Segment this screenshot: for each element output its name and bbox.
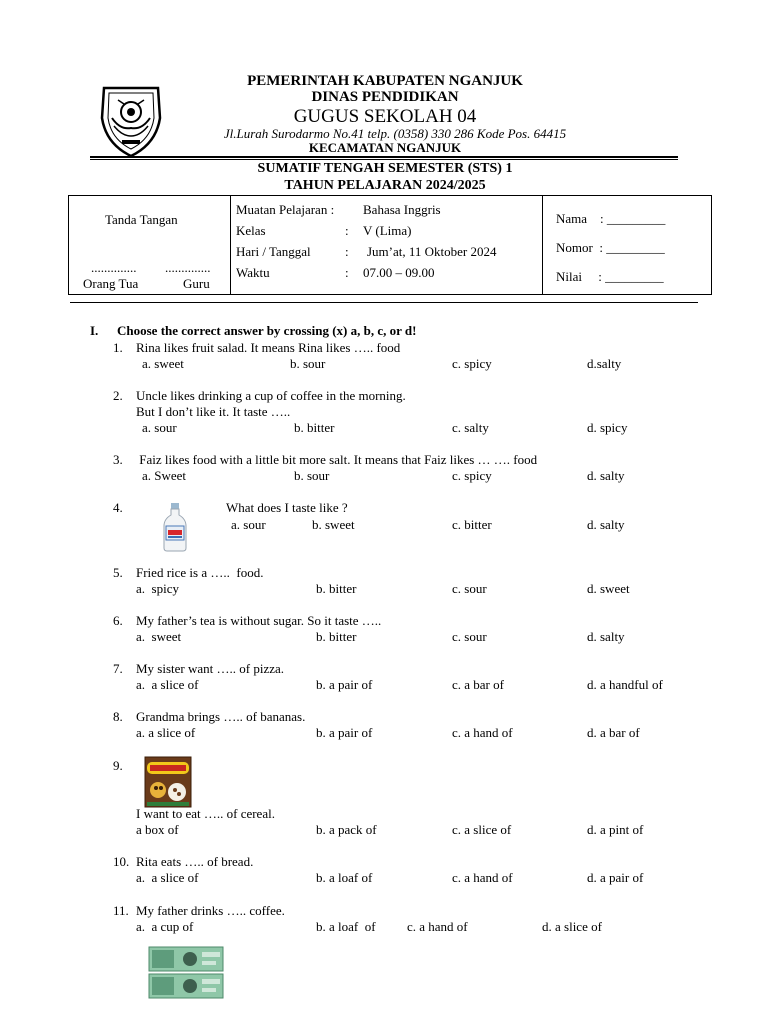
option-c[interactable]: c. sour xyxy=(452,581,487,596)
option-d[interactable]: d. a handful of xyxy=(587,677,663,692)
option-b[interactable]: b. a loaf of xyxy=(316,870,373,885)
option-d[interactable]: d.salty xyxy=(587,356,622,371)
option-d[interactable]: d. a pair of xyxy=(587,870,644,885)
option-d[interactable]: d. a bar of xyxy=(587,725,640,740)
day-label: Hari / Tanggal xyxy=(236,244,311,259)
student-info-box xyxy=(68,195,712,295)
option-d[interactable]: d. salty xyxy=(587,629,625,644)
option-b[interactable]: b. sweet xyxy=(312,517,355,532)
option-c[interactable]: c. a hand of xyxy=(407,919,468,934)
option-a[interactable]: a. sour xyxy=(231,517,266,532)
option-c[interactable]: c. a hand of xyxy=(452,725,513,740)
day-colon: : xyxy=(345,244,349,259)
subject-label: Muatan Pelajaran : xyxy=(236,202,335,217)
question-number: 11. xyxy=(113,903,129,918)
option-c[interactable]: c. bitter xyxy=(452,517,492,532)
teacher-label: Guru xyxy=(183,276,210,291)
question-text: Rita eats ….. of bread. xyxy=(136,854,254,869)
header-divider-thin xyxy=(90,159,678,160)
option-c[interactable]: c. sour xyxy=(452,629,487,644)
time-label: Waktu xyxy=(236,265,270,280)
option-d[interactable]: d. salty xyxy=(587,517,625,532)
header-government: PEMERINTAH KABUPATEN NGANJUK xyxy=(247,73,523,89)
cereal-box-image xyxy=(144,756,192,808)
header-address: Jl.Lurah Surodarmo No.41 telp. (0358) 330 286 Kode Pos. 64415 xyxy=(223,126,567,141)
signature-dots-teacher: .............. xyxy=(165,260,211,275)
subject-value: Bahasa Inggris xyxy=(363,202,441,217)
header-department: DINAS PENDIDIKAN xyxy=(311,89,459,105)
question-number: 7. xyxy=(113,661,123,676)
option-c[interactable]: c. salty xyxy=(452,420,489,435)
question-text: My sister want ….. of pizza. xyxy=(136,661,285,676)
question-number: 3. xyxy=(113,452,123,467)
option-a[interactable]: a. Sweet xyxy=(142,468,187,483)
section-divider xyxy=(70,302,698,303)
option-b[interactable]: b. sour xyxy=(294,468,330,483)
option-c[interactable]: c. a bar of xyxy=(452,677,504,692)
class-label: Kelas xyxy=(236,223,266,238)
header-school-cluster: GUGUS SEKOLAH 04 xyxy=(293,106,477,127)
option-c[interactable]: c. spicy xyxy=(452,356,492,371)
option-a[interactable]: a box of xyxy=(136,822,179,837)
option-b[interactable]: b. bitter xyxy=(294,420,335,435)
option-a[interactable]: a. a slice of xyxy=(136,870,199,885)
option-a[interactable]: a. sweet xyxy=(142,356,184,371)
option-b[interactable]: b. bitter xyxy=(316,629,357,644)
time-colon: : xyxy=(345,265,349,280)
time-value: 07.00 – 09.00 xyxy=(363,265,435,280)
option-b[interactable]: b. sour xyxy=(290,356,326,371)
signature-dots-parent: .............. xyxy=(91,260,137,275)
question-number: 4. xyxy=(113,500,123,515)
regency-emblem-logo xyxy=(96,78,166,158)
question-text: Grandma brings ….. of bananas. xyxy=(136,709,306,724)
option-d[interactable]: d. spicy xyxy=(587,420,628,435)
option-a[interactable]: a. a cup of xyxy=(136,919,194,934)
class-colon: : xyxy=(345,223,349,238)
question-text: My father’s tea is without sugar. So it taste ….. xyxy=(136,613,382,628)
class-value: V (Lima) xyxy=(363,223,412,238)
exam-year: TAHUN PELAJARAN 2024/2025 xyxy=(284,178,486,193)
question-text: My father drinks ….. coffee. xyxy=(136,903,285,918)
option-d[interactable]: d. sweet xyxy=(587,581,630,596)
signature-label: Tanda Tangan xyxy=(105,212,178,227)
option-a[interactable]: a. sweet xyxy=(136,629,182,644)
option-d[interactable]: d. salty xyxy=(587,468,625,483)
option-b[interactable]: b. a pair of xyxy=(316,725,373,740)
section-roman: I. xyxy=(90,323,99,338)
question-number: 2. xyxy=(113,388,123,403)
option-a[interactable]: a. spicy xyxy=(136,581,179,596)
section-instruction: Choose the correct answer by crossing (x) a, b, c, or d! xyxy=(117,323,417,338)
question-text: Uncle likes drinking a cup of coffee in the morning. xyxy=(136,388,406,403)
option-c[interactable]: c. spicy xyxy=(452,468,492,483)
question-number: 1. xyxy=(113,340,123,355)
question-text: Fried rice is a ….. food. xyxy=(136,565,264,580)
header-divider xyxy=(90,156,678,158)
vinegar-bottle-image xyxy=(162,502,188,552)
option-a[interactable]: a. a slice of xyxy=(136,725,196,740)
question-text-line2: But I don’t like it. It taste ….. xyxy=(136,404,291,419)
question-text: Faiz likes food with a little bit more salt. It means that Faiz likes … …. food xyxy=(136,452,538,467)
question-number: 5. xyxy=(113,565,123,580)
question-text: What does I taste like ? xyxy=(226,500,348,515)
question-number: 10. xyxy=(113,854,130,869)
question-text: I want to eat ….. of cereal. xyxy=(136,806,275,821)
question-number: 9. xyxy=(113,758,123,773)
option-a[interactable]: a. a slice of xyxy=(136,677,199,692)
option-a[interactable]: a. sour xyxy=(142,420,177,435)
header-district: KECAMATAN NGANJUK xyxy=(308,140,462,155)
option-b[interactable]: b. a loaf of xyxy=(316,919,376,934)
question-number: 6. xyxy=(113,613,123,628)
day-value: Jum’at, 11 Oktober 2024 xyxy=(367,244,497,259)
parent-label: Orang Tua xyxy=(83,276,139,291)
name-field[interactable]: Nama : _________ xyxy=(556,211,666,226)
score-field[interactable]: Nilai : _________ xyxy=(556,269,664,284)
option-c[interactable]: c. a slice of xyxy=(452,822,512,837)
option-b[interactable]: b. a pair of xyxy=(316,677,373,692)
option-d[interactable]: d. a pint of xyxy=(587,822,644,837)
question-text: Rina likes fruit salad. It means Rina likes ….. food xyxy=(136,340,401,355)
option-b[interactable]: b. a pack of xyxy=(316,822,377,837)
question-number: 8. xyxy=(113,709,123,724)
banknotes-image xyxy=(148,946,224,1000)
option-c[interactable]: c. a hand of xyxy=(452,870,513,885)
option-d[interactable]: d. a slice of xyxy=(542,919,602,934)
option-b[interactable]: b. bitter xyxy=(316,581,357,596)
number-field[interactable]: Nomor : _________ xyxy=(556,240,665,255)
exam-title: SUMATIF TENGAH SEMESTER (STS) 1 xyxy=(257,161,513,176)
